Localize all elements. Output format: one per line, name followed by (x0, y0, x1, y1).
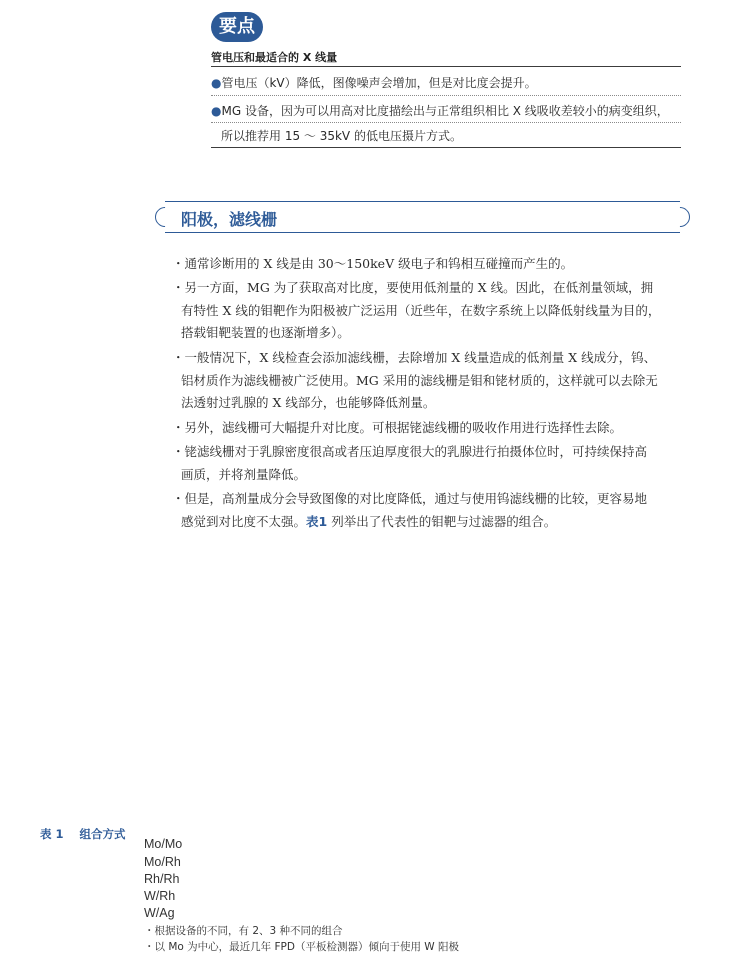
key-points-divider-1 (211, 95, 681, 96)
bullet-dot-icon: ・ (172, 444, 185, 459)
body-item-3 (172, 348, 656, 366)
key-point-item-1 (211, 74, 686, 91)
key-point-text-1: 管电压（kV）降低，图像噪声会增加，但是对比度会提升。 (221, 76, 537, 90)
body-item-4 (172, 418, 622, 436)
table-item: W/Ag (144, 906, 175, 920)
body-item-6 (172, 489, 647, 507)
key-point-text-2a: MG 设备，因为可以用高对比度描绘出与正常组织相比 X 线吸收差较小的病变组织， (221, 104, 669, 118)
key-point-item-2 (211, 102, 686, 119)
table-item: Mo/Rh (144, 855, 181, 869)
body-text: 通常诊断用的 X 线是由 30～150keV 级电子和钨相互碰撞而产生的。 (184, 256, 574, 271)
body-text: 一般情况下，X 线检查会添加滤线栅，去除增加 X 线量造成的低剂量 X 线成分，钨、 (184, 350, 657, 365)
body-text: 列举出了代表性的钼靶与过滤器的组合。 (327, 514, 557, 529)
key-points-title: 管电压和最适合的 X 线量 (211, 51, 338, 64)
body-item-5 (172, 442, 647, 460)
table-note-1: ・根据设备的不同，有 2、3 种不同的组合 (144, 925, 343, 937)
bullet-dot-icon: ・ (172, 491, 185, 506)
bullet-dot-icon: ・ (172, 350, 185, 365)
table-label (40, 826, 126, 842)
table-note-2: ・以 Mo 为中心，最近几年 FPD（平板检测器）倾向于使用 W 阳极 (144, 941, 460, 953)
body-item-6-line-2 (181, 512, 556, 530)
table-item: W/Rh (144, 889, 176, 903)
table-caption: 组合方式 (79, 827, 126, 841)
key-points-rule-bottom (211, 147, 681, 148)
body-item-1 (172, 254, 573, 272)
header-notch-left (151, 203, 179, 231)
table-reference: 表1 (306, 514, 328, 529)
header-notch-right (666, 203, 694, 231)
table-item: Rh/Rh (144, 872, 180, 886)
body-text: 铑滤线栅对于乳腺密度很高或者压迫厚度很大的乳腺进行拍摄体位时，可持续保持高 (184, 444, 648, 459)
table-item: Mo/Mo (144, 837, 183, 851)
bullet-dot-icon: ・ (172, 420, 185, 435)
key-points-rule-top (211, 66, 681, 67)
key-points-divider-2 (211, 122, 681, 123)
key-points-badge: 要点 (211, 12, 263, 42)
body-text: 另一方面，MG 为了获取高对比度，要使用低剂量的 X 线。因此，在低剂量领域，拥 (184, 280, 654, 295)
key-point-text-2b: 所以推荐用 15 ～ 35kV 的低电压摄片方式。 (221, 129, 462, 143)
body-item-2-line-2: 有特性 X 线的钼靶作为阳极被广泛运用（近些年，在数字系统上以降低射线量为目的， (181, 303, 661, 318)
bullet-dot-icon: ・ (172, 256, 185, 271)
body-item-2 (172, 278, 653, 296)
body-text: 另外，滤线栅可大幅提升对比度。可根据铑滤线栅的吸收作用进行选择性去除。 (184, 420, 623, 435)
bullet-icon: ● (211, 76, 222, 90)
body-item-2-line-3: 搭载钼靶装置的也逐渐增多）。 (181, 325, 350, 340)
body-item-3-line-3: 法透射过乳腺的 X 线部分，也能够降低剂量。 (181, 395, 436, 410)
table-number: 表 1 (40, 827, 64, 841)
section-header (165, 201, 680, 233)
section-title: 阳极，滤线栅 (181, 210, 278, 229)
body-item-3-line-2: 铝材质作为滤线栅被广泛使用。MG 采用的滤线栅是钼和铑材质的，这样就可以去除无 (181, 373, 658, 388)
bullet-dot-icon: ・ (172, 280, 185, 295)
bullet-icon: ● (211, 104, 222, 118)
body-item-5-line-2: 画质，并将剂量降低。 (181, 467, 307, 482)
body-text: 感觉到对比度不太强。 (181, 514, 307, 529)
body-text: 但是，高剂量成分会导致图像的对比度降低，通过与使用钨滤线栅的比较，更容易地 (184, 491, 648, 506)
